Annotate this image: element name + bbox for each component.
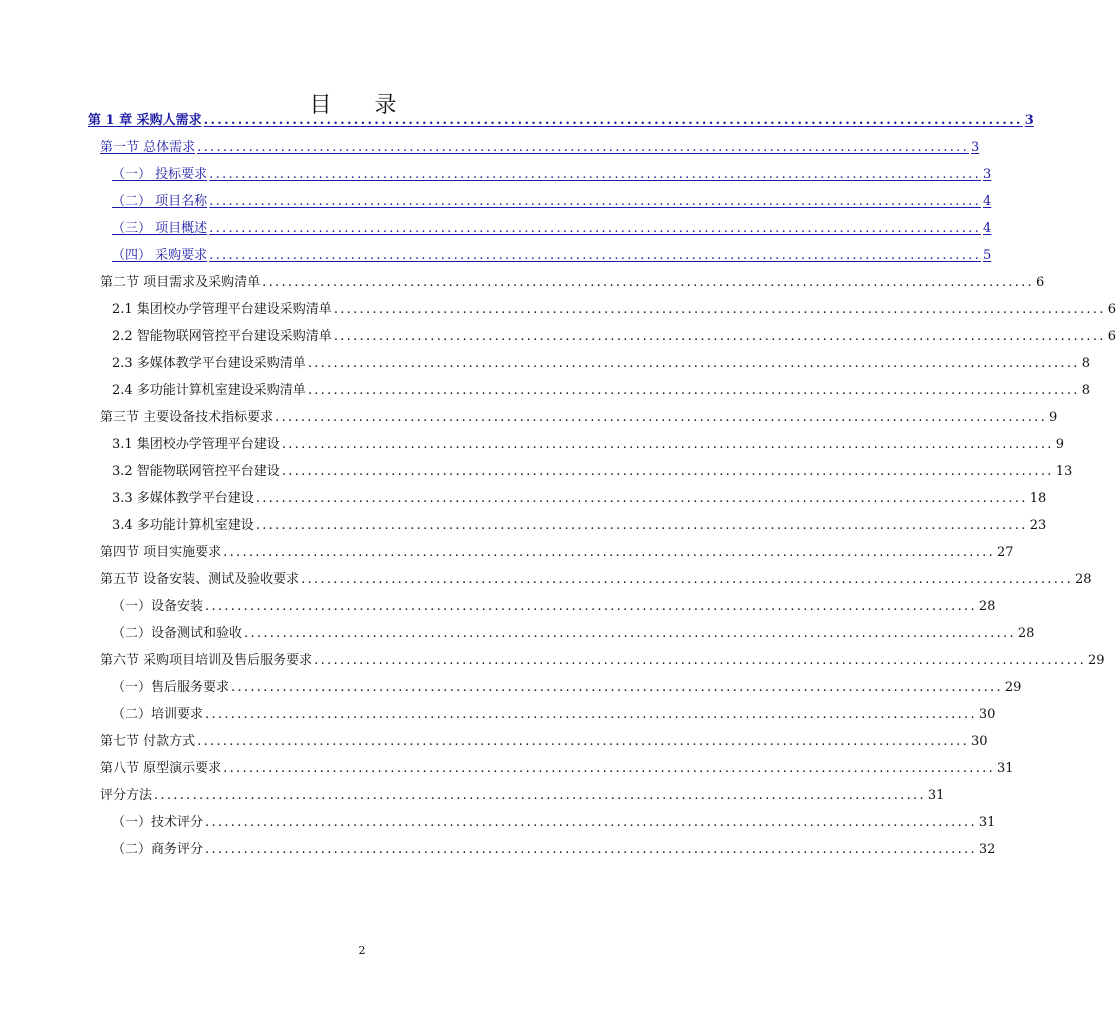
toc-entry-3-1[interactable]: [112, 434, 1064, 456]
toc-leader-dots: ........................................................................................................................: [223, 761, 996, 776]
toc-entry-after-sales[interactable]: [112, 677, 1022, 699]
toc-entry-3-2[interactable]: [112, 461, 1073, 483]
toc-entry-label: （二）设备测试和验收: [112, 626, 243, 641]
toc-entry-label: （二）商务评分: [112, 842, 204, 857]
toc-entry-label: 第 1 章 采购人需求: [88, 113, 202, 128]
toc-entry-page: 27: [997, 545, 1014, 560]
toc-leader-dots: ........................................................................................................................: [203, 113, 1023, 128]
toc-entry-equipment-installation[interactable]: [112, 596, 996, 618]
toc-entry-page: 5: [983, 248, 992, 263]
toc-entry-page: 6: [1036, 275, 1045, 290]
toc-entry-section-1[interactable]: [100, 137, 980, 159]
toc-entry-label: （三） 项目概述: [112, 221, 208, 236]
toc-leader-dots: ........................................................................................................................: [205, 815, 977, 830]
toc-entry-chapter-1[interactable]: [88, 110, 1034, 132]
toc-entry-section-6[interactable]: [100, 650, 1105, 672]
toc-entry-label: 2.4 多功能计算机室建设采购清单: [112, 383, 306, 398]
toc-entry-page: 6: [1107, 302, 1116, 317]
toc-entry-business-scoring[interactable]: [112, 839, 996, 861]
toc-leader-dots: ........................................................................................................................: [154, 788, 926, 803]
toc-leader-dots: ........................................................................................................................: [307, 383, 1080, 398]
toc-entry-page: 8: [1081, 356, 1090, 371]
toc-entry-section-8[interactable]: [100, 758, 1014, 780]
toc-entry-page: 30: [971, 734, 988, 749]
toc-entry-technical-scoring[interactable]: [112, 812, 996, 834]
toc-entry-page: 28: [978, 599, 996, 614]
toc-entry-label: （一）设备安装: [112, 599, 204, 614]
toc-entry-label: 第七节 付款方式: [100, 734, 196, 749]
toc-leader-dots: ........................................................................................................................: [209, 194, 982, 209]
toc-entry-3-3[interactable]: [112, 488, 1047, 510]
toc-entry-2-2[interactable]: [112, 326, 1116, 348]
toc-entry-page: 9: [1055, 437, 1064, 452]
toc-leader-dots: ........................................................................................................................: [333, 302, 1106, 317]
toc-entry-2-3[interactable]: [112, 353, 1090, 375]
toc-leader-dots: ........................................................................................................................: [281, 437, 1054, 452]
toc-entry-page: 6: [1107, 329, 1116, 344]
toc-entry-scoring-method[interactable]: [100, 785, 945, 807]
toc-entry-page: 18: [1029, 491, 1047, 506]
toc-entry-label: 3.2 智能物联网管控平台建设: [112, 464, 280, 479]
toc-leader-dots: ........................................................................................................................: [275, 410, 1048, 425]
toc-leader-dots: ........................................................................................................................: [205, 842, 977, 857]
toc-entry-2-4[interactable]: [112, 380, 1090, 402]
toc-leader-dots: ........................................................................................................................: [255, 491, 1028, 506]
toc-entry-project-name[interactable]: [112, 191, 992, 213]
toc-leader-dots: ........................................................................................................................: [223, 545, 996, 560]
toc-entry-equipment-testing[interactable]: [112, 623, 1035, 645]
toc-entry-page: 3: [1024, 113, 1034, 128]
toc-entry-label: 3.4 多功能计算机室建设: [112, 518, 254, 533]
toc-entry-label: （二）培训要求: [112, 707, 204, 722]
toc-title: 目 录: [309, 93, 415, 118]
toc-leader-dots: ........................................................................................................................: [281, 464, 1054, 479]
toc-entry-label: 第一节 总体需求: [100, 140, 196, 155]
toc-entry-page: 28: [1017, 626, 1035, 641]
toc-entry-page: 3: [983, 167, 992, 182]
toc-entry-page: 8: [1081, 383, 1090, 398]
toc-entry-label: 3.3 多媒体教学平台建设: [112, 491, 254, 506]
toc-entry-page: 23: [1029, 518, 1047, 533]
toc-leader-dots: ........................................................................................................................: [209, 221, 982, 236]
page-number: 2: [358, 944, 366, 957]
toc-entry-page: 4: [983, 194, 992, 209]
toc-entry-label: 第二节 项目需求及采购清单: [100, 275, 261, 290]
toc-leader-dots: ........................................................................................................................: [205, 707, 977, 722]
toc-leader-dots: ........................................................................................................................: [333, 329, 1106, 344]
toc-entry-page: 29: [1004, 680, 1022, 695]
toc-entry-label: 第三节 主要设备技术指标要求: [100, 410, 274, 425]
toc-entry-page: 31: [997, 761, 1014, 776]
toc-entry-label: 第五节 设备安装、测试及验收要求: [100, 572, 300, 587]
toc-entry-label: （一） 投标要求: [112, 167, 208, 182]
toc-entry-training[interactable]: [112, 704, 996, 726]
toc-entry-page: 29: [1088, 653, 1105, 668]
toc-entry-label: 第四节 项目实施要求: [100, 545, 222, 560]
toc-entry-page: 31: [927, 788, 945, 803]
toc-entry-page: 13: [1055, 464, 1073, 479]
toc-entry-page: 28: [1075, 572, 1092, 587]
toc-leader-dots: ........................................................................................................................: [209, 167, 982, 182]
toc-entry-label: （一）技术评分: [112, 815, 204, 830]
toc-entry-page: 3: [971, 140, 980, 155]
toc-entry-procurement-requirements[interactable]: [112, 245, 992, 267]
toc-entry-label: 第八节 原型演示要求: [100, 761, 222, 776]
toc-entry-section-2[interactable]: [100, 272, 1045, 294]
toc-entry-project-overview[interactable]: [112, 218, 992, 240]
toc-entry-section-5[interactable]: [100, 569, 1092, 591]
toc-entry-label: 2.3 多媒体教学平台建设采购清单: [112, 356, 306, 371]
toc-entry-label: （四） 采购要求: [112, 248, 208, 263]
toc-entry-section-4[interactable]: [100, 542, 1014, 564]
toc-entry-label: 2.2 智能物联网管控平台建设采购清单: [112, 329, 332, 344]
toc-entry-label: 3.1 集团校办学管理平台建设: [112, 437, 280, 452]
toc-leader-dots: ........................................................................................................................: [255, 518, 1028, 533]
toc-entry-label: （一）售后服务要求: [112, 680, 230, 695]
toc-entry-section-7[interactable]: [100, 731, 988, 753]
toc-entry-label: 2.1 集团校办学管理平台建设采购清单: [112, 302, 332, 317]
toc-entry-2-1[interactable]: [112, 299, 1116, 321]
toc-leader-dots: ........................................................................................................................: [244, 626, 1016, 641]
toc-entry-label: （二） 项目名称: [112, 194, 208, 209]
toc-leader-dots: ........................................................................................................................: [197, 140, 970, 155]
toc-entry-page: 31: [978, 815, 996, 830]
toc-leader-dots: ........................................................................................................................: [209, 248, 982, 263]
toc-entry-page: 9: [1049, 410, 1058, 425]
toc-leader-dots: ........................................................................................................................: [314, 653, 1087, 668]
toc-entry-page: 30: [978, 707, 996, 722]
toc-leader-dots: ........................................................................................................................: [205, 599, 977, 614]
toc-leader-dots: ........................................................................................................................: [262, 275, 1035, 290]
toc-entry-section-3[interactable]: [100, 407, 1058, 429]
toc-entry-bid-requirements[interactable]: [112, 164, 992, 186]
toc-leader-dots: ........................................................................................................................: [307, 356, 1080, 371]
toc-entry-3-4[interactable]: [112, 515, 1047, 537]
toc-leader-dots: ........................................................................................................................: [301, 572, 1074, 587]
toc-entry-page: 4: [983, 221, 992, 236]
toc-entry-page: 32: [978, 842, 996, 857]
toc-entry-label: 评分方法: [100, 788, 153, 803]
toc-leader-dots: ........................................................................................................................: [197, 734, 970, 749]
toc-entry-label: 第六节 采购项目培训及售后服务要求: [100, 653, 313, 668]
toc-leader-dots: ........................................................................................................................: [231, 680, 1003, 695]
